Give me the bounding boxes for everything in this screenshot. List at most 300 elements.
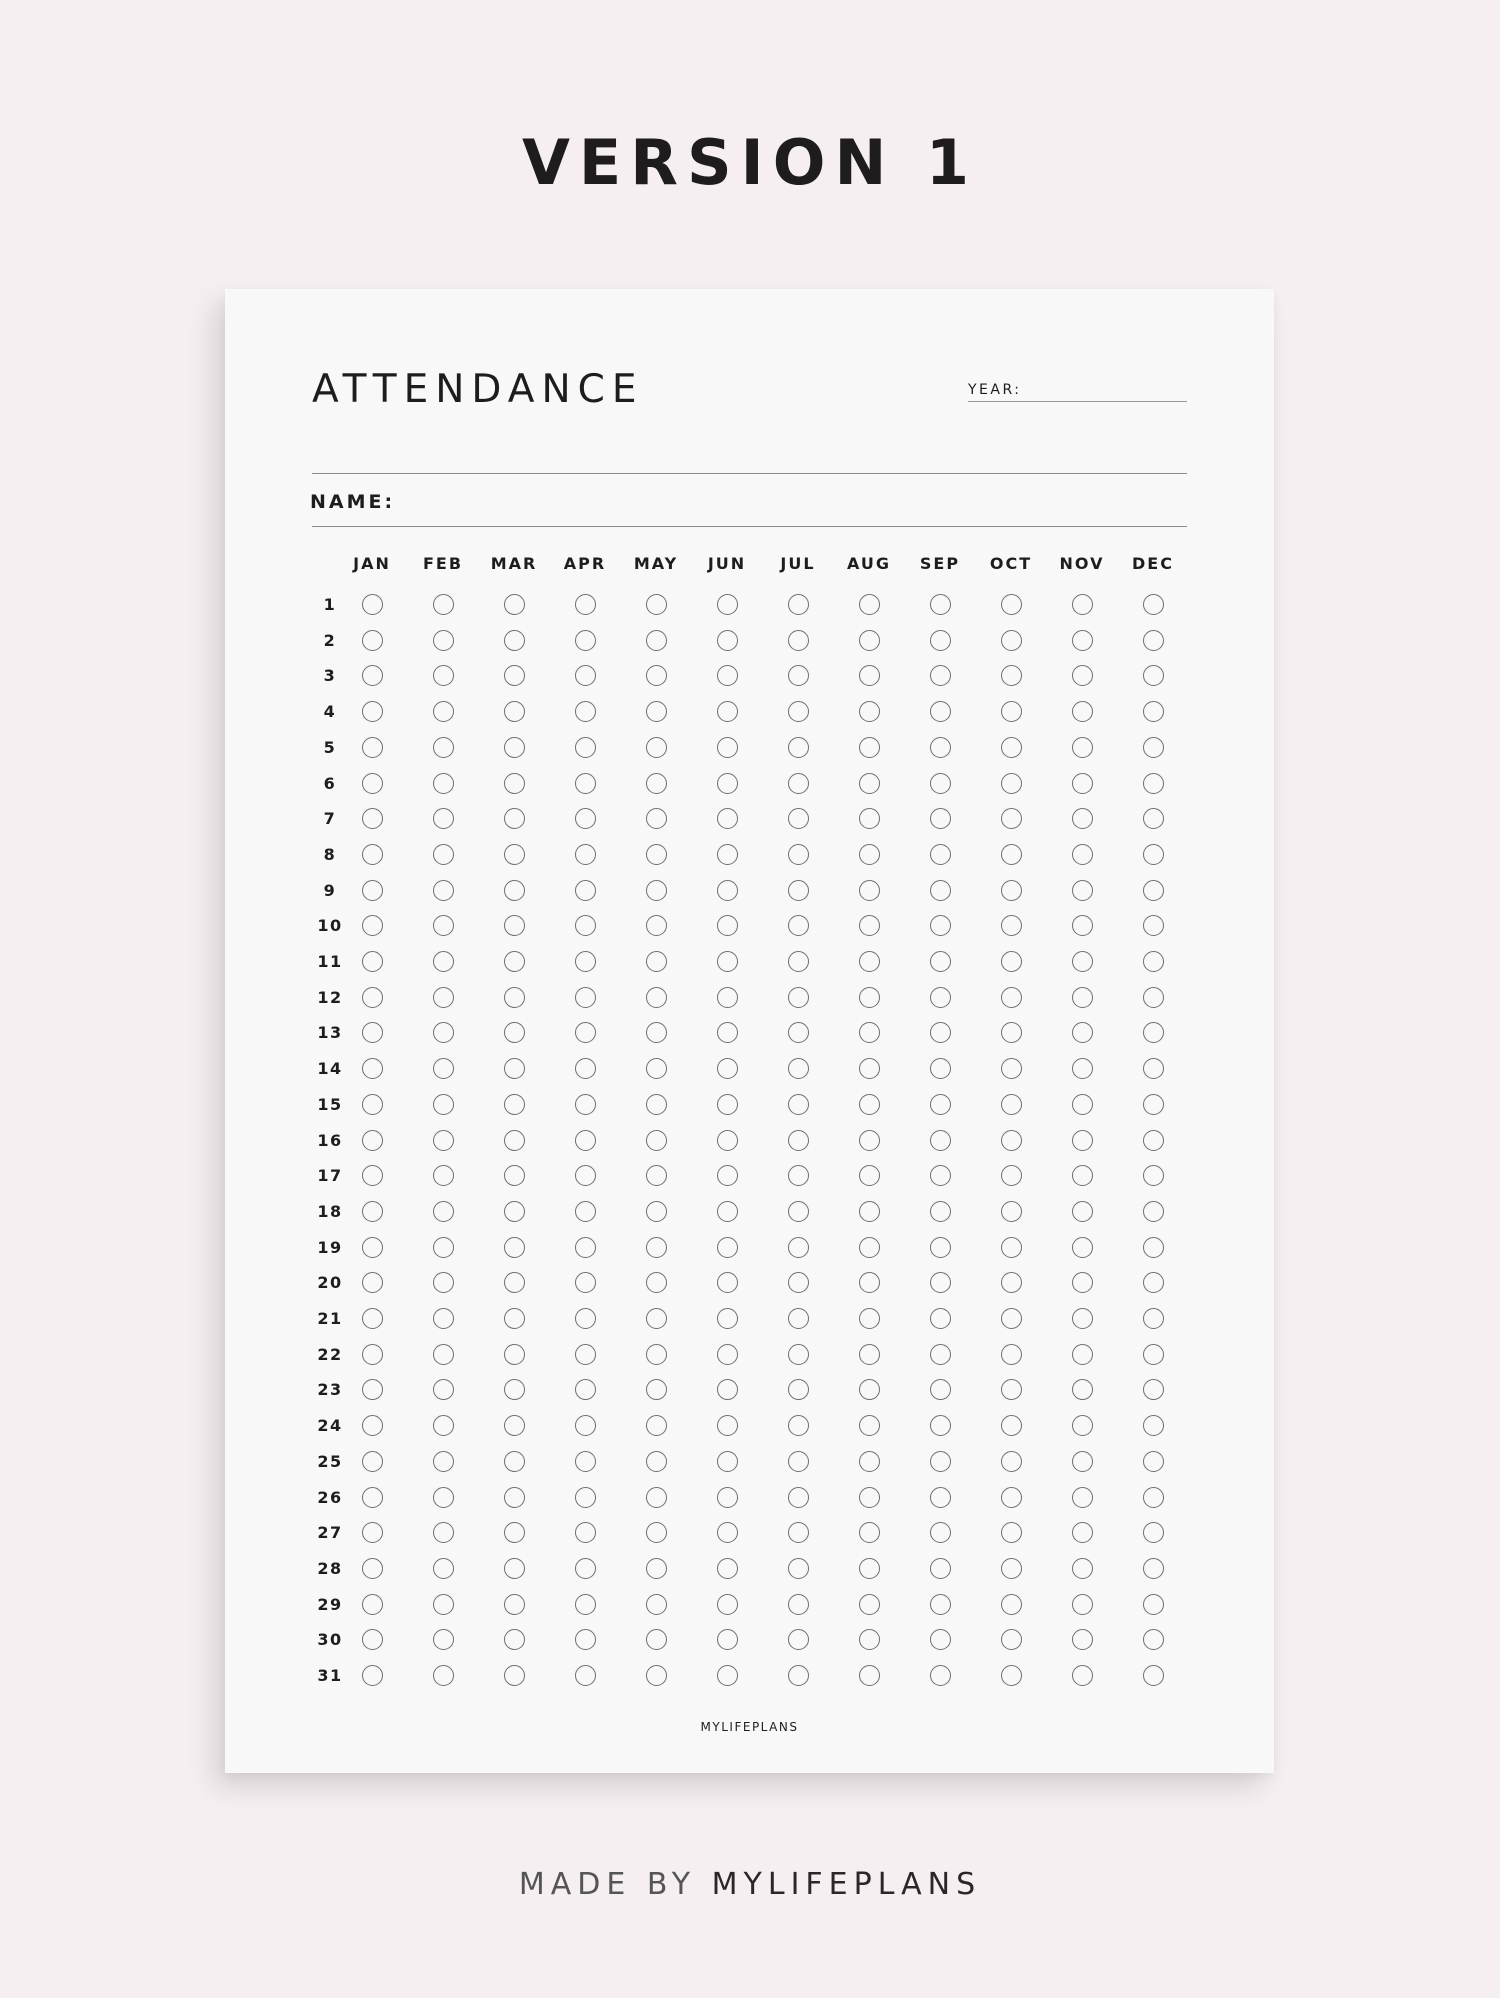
- attendance-checkbox-jan-17[interactable]: [362, 1165, 383, 1186]
- attendance-checkbox-mar-3[interactable]: [504, 665, 525, 686]
- attendance-checkbox-feb-19[interactable]: [433, 1237, 454, 1258]
- attendance-checkbox-nov-29[interactable]: [1072, 1594, 1093, 1615]
- attendance-checkbox-dec-8[interactable]: [1143, 844, 1164, 865]
- attendance-checkbox-sep-24[interactable]: [930, 1415, 951, 1436]
- attendance-checkbox-jun-24[interactable]: [717, 1415, 738, 1436]
- attendance-checkbox-mar-31[interactable]: [504, 1665, 525, 1686]
- attendance-checkbox-mar-5[interactable]: [504, 737, 525, 758]
- attendance-checkbox-jun-1[interactable]: [717, 594, 738, 615]
- attendance-checkbox-dec-1[interactable]: [1143, 594, 1164, 615]
- attendance-checkbox-sep-6[interactable]: [930, 773, 951, 794]
- attendance-checkbox-may-8[interactable]: [646, 844, 667, 865]
- attendance-checkbox-aug-5[interactable]: [859, 737, 880, 758]
- attendance-checkbox-aug-25[interactable]: [859, 1451, 880, 1472]
- attendance-checkbox-sep-4[interactable]: [930, 701, 951, 722]
- attendance-checkbox-nov-17[interactable]: [1072, 1165, 1093, 1186]
- attendance-checkbox-oct-24[interactable]: [1001, 1415, 1022, 1436]
- attendance-checkbox-jun-16[interactable]: [717, 1130, 738, 1151]
- attendance-checkbox-apr-4[interactable]: [575, 701, 596, 722]
- attendance-checkbox-may-25[interactable]: [646, 1451, 667, 1472]
- attendance-checkbox-jul-6[interactable]: [788, 773, 809, 794]
- attendance-checkbox-jul-20[interactable]: [788, 1272, 809, 1293]
- attendance-checkbox-sep-10[interactable]: [930, 915, 951, 936]
- attendance-checkbox-nov-5[interactable]: [1072, 737, 1093, 758]
- attendance-checkbox-aug-4[interactable]: [859, 701, 880, 722]
- attendance-checkbox-oct-22[interactable]: [1001, 1344, 1022, 1365]
- attendance-checkbox-may-19[interactable]: [646, 1237, 667, 1258]
- attendance-checkbox-dec-17[interactable]: [1143, 1165, 1164, 1186]
- attendance-checkbox-mar-11[interactable]: [504, 951, 525, 972]
- attendance-checkbox-apr-11[interactable]: [575, 951, 596, 972]
- attendance-checkbox-may-22[interactable]: [646, 1344, 667, 1365]
- attendance-checkbox-may-10[interactable]: [646, 915, 667, 936]
- attendance-checkbox-aug-31[interactable]: [859, 1665, 880, 1686]
- attendance-checkbox-dec-26[interactable]: [1143, 1487, 1164, 1508]
- attendance-checkbox-may-12[interactable]: [646, 987, 667, 1008]
- attendance-checkbox-feb-12[interactable]: [433, 987, 454, 1008]
- attendance-checkbox-apr-24[interactable]: [575, 1415, 596, 1436]
- attendance-checkbox-nov-8[interactable]: [1072, 844, 1093, 865]
- attendance-checkbox-sep-16[interactable]: [930, 1130, 951, 1151]
- attendance-checkbox-oct-17[interactable]: [1001, 1165, 1022, 1186]
- attendance-checkbox-nov-24[interactable]: [1072, 1415, 1093, 1436]
- attendance-checkbox-dec-12[interactable]: [1143, 987, 1164, 1008]
- attendance-checkbox-jan-4[interactable]: [362, 701, 383, 722]
- attendance-checkbox-oct-1[interactable]: [1001, 594, 1022, 615]
- attendance-checkbox-aug-1[interactable]: [859, 594, 880, 615]
- attendance-checkbox-jan-15[interactable]: [362, 1094, 383, 1115]
- attendance-checkbox-nov-2[interactable]: [1072, 630, 1093, 651]
- attendance-checkbox-jan-6[interactable]: [362, 773, 383, 794]
- attendance-checkbox-jun-31[interactable]: [717, 1665, 738, 1686]
- attendance-checkbox-may-3[interactable]: [646, 665, 667, 686]
- attendance-checkbox-jul-7[interactable]: [788, 808, 809, 829]
- attendance-checkbox-feb-7[interactable]: [433, 808, 454, 829]
- attendance-checkbox-jun-13[interactable]: [717, 1022, 738, 1043]
- attendance-checkbox-apr-27[interactable]: [575, 1522, 596, 1543]
- attendance-checkbox-may-18[interactable]: [646, 1201, 667, 1222]
- attendance-checkbox-aug-7[interactable]: [859, 808, 880, 829]
- attendance-checkbox-aug-21[interactable]: [859, 1308, 880, 1329]
- attendance-checkbox-oct-11[interactable]: [1001, 951, 1022, 972]
- attendance-checkbox-may-16[interactable]: [646, 1130, 667, 1151]
- attendance-checkbox-jun-15[interactable]: [717, 1094, 738, 1115]
- attendance-checkbox-sep-15[interactable]: [930, 1094, 951, 1115]
- attendance-checkbox-aug-11[interactable]: [859, 951, 880, 972]
- attendance-checkbox-jun-5[interactable]: [717, 737, 738, 758]
- attendance-checkbox-sep-11[interactable]: [930, 951, 951, 972]
- attendance-checkbox-apr-28[interactable]: [575, 1558, 596, 1579]
- attendance-checkbox-jan-22[interactable]: [362, 1344, 383, 1365]
- attendance-checkbox-jun-10[interactable]: [717, 915, 738, 936]
- attendance-checkbox-nov-31[interactable]: [1072, 1665, 1093, 1686]
- attendance-checkbox-jul-12[interactable]: [788, 987, 809, 1008]
- attendance-checkbox-nov-9[interactable]: [1072, 880, 1093, 901]
- attendance-checkbox-sep-12[interactable]: [930, 987, 951, 1008]
- attendance-checkbox-jan-8[interactable]: [362, 844, 383, 865]
- attendance-checkbox-jul-30[interactable]: [788, 1629, 809, 1650]
- attendance-checkbox-oct-16[interactable]: [1001, 1130, 1022, 1151]
- attendance-checkbox-jan-14[interactable]: [362, 1058, 383, 1079]
- attendance-checkbox-sep-23[interactable]: [930, 1379, 951, 1400]
- attendance-checkbox-oct-2[interactable]: [1001, 630, 1022, 651]
- attendance-checkbox-jul-29[interactable]: [788, 1594, 809, 1615]
- attendance-checkbox-jan-5[interactable]: [362, 737, 383, 758]
- attendance-checkbox-jul-1[interactable]: [788, 594, 809, 615]
- attendance-checkbox-feb-18[interactable]: [433, 1201, 454, 1222]
- attendance-checkbox-sep-29[interactable]: [930, 1594, 951, 1615]
- attendance-checkbox-nov-18[interactable]: [1072, 1201, 1093, 1222]
- attendance-checkbox-dec-9[interactable]: [1143, 880, 1164, 901]
- attendance-checkbox-feb-16[interactable]: [433, 1130, 454, 1151]
- attendance-checkbox-jan-30[interactable]: [362, 1629, 383, 1650]
- attendance-checkbox-nov-4[interactable]: [1072, 701, 1093, 722]
- attendance-checkbox-apr-25[interactable]: [575, 1451, 596, 1472]
- attendance-checkbox-sep-13[interactable]: [930, 1022, 951, 1043]
- attendance-checkbox-aug-8[interactable]: [859, 844, 880, 865]
- attendance-checkbox-dec-7[interactable]: [1143, 808, 1164, 829]
- attendance-checkbox-feb-26[interactable]: [433, 1487, 454, 1508]
- attendance-checkbox-feb-6[interactable]: [433, 773, 454, 794]
- attendance-checkbox-apr-16[interactable]: [575, 1130, 596, 1151]
- attendance-checkbox-jan-7[interactable]: [362, 808, 383, 829]
- attendance-checkbox-sep-28[interactable]: [930, 1558, 951, 1579]
- attendance-checkbox-oct-5[interactable]: [1001, 737, 1022, 758]
- attendance-checkbox-oct-30[interactable]: [1001, 1629, 1022, 1650]
- attendance-checkbox-may-31[interactable]: [646, 1665, 667, 1686]
- attendance-checkbox-aug-29[interactable]: [859, 1594, 880, 1615]
- year-field[interactable]: [968, 401, 1187, 402]
- attendance-checkbox-may-30[interactable]: [646, 1629, 667, 1650]
- attendance-checkbox-sep-31[interactable]: [930, 1665, 951, 1686]
- attendance-checkbox-jul-15[interactable]: [788, 1094, 809, 1115]
- attendance-checkbox-sep-26[interactable]: [930, 1487, 951, 1508]
- attendance-checkbox-aug-13[interactable]: [859, 1022, 880, 1043]
- attendance-checkbox-jul-18[interactable]: [788, 1201, 809, 1222]
- attendance-checkbox-mar-13[interactable]: [504, 1022, 525, 1043]
- attendance-checkbox-sep-17[interactable]: [930, 1165, 951, 1186]
- attendance-checkbox-may-26[interactable]: [646, 1487, 667, 1508]
- attendance-checkbox-mar-6[interactable]: [504, 773, 525, 794]
- attendance-checkbox-aug-15[interactable]: [859, 1094, 880, 1115]
- attendance-checkbox-jan-24[interactable]: [362, 1415, 383, 1436]
- attendance-checkbox-jan-27[interactable]: [362, 1522, 383, 1543]
- attendance-checkbox-mar-18[interactable]: [504, 1201, 525, 1222]
- attendance-checkbox-feb-10[interactable]: [433, 915, 454, 936]
- attendance-checkbox-dec-20[interactable]: [1143, 1272, 1164, 1293]
- attendance-checkbox-dec-28[interactable]: [1143, 1558, 1164, 1579]
- attendance-checkbox-dec-18[interactable]: [1143, 1201, 1164, 1222]
- attendance-checkbox-feb-4[interactable]: [433, 701, 454, 722]
- attendance-checkbox-mar-10[interactable]: [504, 915, 525, 936]
- attendance-checkbox-jul-28[interactable]: [788, 1558, 809, 1579]
- attendance-checkbox-sep-2[interactable]: [930, 630, 951, 651]
- attendance-checkbox-jun-29[interactable]: [717, 1594, 738, 1615]
- attendance-checkbox-jun-25[interactable]: [717, 1451, 738, 1472]
- attendance-checkbox-aug-22[interactable]: [859, 1344, 880, 1365]
- attendance-checkbox-apr-23[interactable]: [575, 1379, 596, 1400]
- attendance-checkbox-jul-26[interactable]: [788, 1487, 809, 1508]
- attendance-checkbox-nov-7[interactable]: [1072, 808, 1093, 829]
- attendance-checkbox-oct-3[interactable]: [1001, 665, 1022, 686]
- attendance-checkbox-may-27[interactable]: [646, 1522, 667, 1543]
- attendance-checkbox-mar-28[interactable]: [504, 1558, 525, 1579]
- attendance-checkbox-oct-23[interactable]: [1001, 1379, 1022, 1400]
- attendance-checkbox-feb-21[interactable]: [433, 1308, 454, 1329]
- attendance-checkbox-mar-26[interactable]: [504, 1487, 525, 1508]
- attendance-checkbox-jun-20[interactable]: [717, 1272, 738, 1293]
- attendance-checkbox-apr-14[interactable]: [575, 1058, 596, 1079]
- attendance-checkbox-apr-8[interactable]: [575, 844, 596, 865]
- attendance-checkbox-may-5[interactable]: [646, 737, 667, 758]
- attendance-checkbox-dec-3[interactable]: [1143, 665, 1164, 686]
- attendance-checkbox-jan-18[interactable]: [362, 1201, 383, 1222]
- attendance-checkbox-dec-30[interactable]: [1143, 1629, 1164, 1650]
- attendance-checkbox-feb-29[interactable]: [433, 1594, 454, 1615]
- attendance-checkbox-jul-22[interactable]: [788, 1344, 809, 1365]
- attendance-checkbox-jan-13[interactable]: [362, 1022, 383, 1043]
- attendance-checkbox-jun-21[interactable]: [717, 1308, 738, 1329]
- attendance-checkbox-feb-2[interactable]: [433, 630, 454, 651]
- attendance-checkbox-sep-21[interactable]: [930, 1308, 951, 1329]
- attendance-checkbox-feb-11[interactable]: [433, 951, 454, 972]
- attendance-checkbox-jan-2[interactable]: [362, 630, 383, 651]
- name-field[interactable]: [312, 526, 1187, 527]
- attendance-checkbox-jul-11[interactable]: [788, 951, 809, 972]
- attendance-checkbox-jul-4[interactable]: [788, 701, 809, 722]
- attendance-checkbox-feb-14[interactable]: [433, 1058, 454, 1079]
- attendance-checkbox-jan-25[interactable]: [362, 1451, 383, 1472]
- attendance-checkbox-jul-24[interactable]: [788, 1415, 809, 1436]
- attendance-checkbox-aug-23[interactable]: [859, 1379, 880, 1400]
- attendance-checkbox-oct-13[interactable]: [1001, 1022, 1022, 1043]
- attendance-checkbox-sep-18[interactable]: [930, 1201, 951, 1222]
- attendance-checkbox-apr-9[interactable]: [575, 880, 596, 901]
- attendance-checkbox-mar-19[interactable]: [504, 1237, 525, 1258]
- attendance-checkbox-oct-21[interactable]: [1001, 1308, 1022, 1329]
- attendance-checkbox-mar-8[interactable]: [504, 844, 525, 865]
- attendance-checkbox-mar-23[interactable]: [504, 1379, 525, 1400]
- attendance-checkbox-may-29[interactable]: [646, 1594, 667, 1615]
- attendance-checkbox-mar-14[interactable]: [504, 1058, 525, 1079]
- attendance-checkbox-oct-28[interactable]: [1001, 1558, 1022, 1579]
- attendance-checkbox-apr-30[interactable]: [575, 1629, 596, 1650]
- attendance-checkbox-jun-11[interactable]: [717, 951, 738, 972]
- attendance-checkbox-feb-20[interactable]: [433, 1272, 454, 1293]
- attendance-checkbox-apr-1[interactable]: [575, 594, 596, 615]
- attendance-checkbox-dec-4[interactable]: [1143, 701, 1164, 722]
- attendance-checkbox-apr-10[interactable]: [575, 915, 596, 936]
- attendance-checkbox-mar-30[interactable]: [504, 1629, 525, 1650]
- attendance-checkbox-sep-14[interactable]: [930, 1058, 951, 1079]
- attendance-checkbox-oct-19[interactable]: [1001, 1237, 1022, 1258]
- attendance-checkbox-sep-8[interactable]: [930, 844, 951, 865]
- attendance-checkbox-may-15[interactable]: [646, 1094, 667, 1115]
- attendance-checkbox-may-9[interactable]: [646, 880, 667, 901]
- attendance-checkbox-jun-22[interactable]: [717, 1344, 738, 1365]
- attendance-checkbox-may-28[interactable]: [646, 1558, 667, 1579]
- attendance-checkbox-dec-11[interactable]: [1143, 951, 1164, 972]
- attendance-checkbox-aug-17[interactable]: [859, 1165, 880, 1186]
- attendance-checkbox-may-17[interactable]: [646, 1165, 667, 1186]
- attendance-checkbox-jan-21[interactable]: [362, 1308, 383, 1329]
- attendance-checkbox-dec-24[interactable]: [1143, 1415, 1164, 1436]
- attendance-checkbox-dec-5[interactable]: [1143, 737, 1164, 758]
- attendance-checkbox-oct-12[interactable]: [1001, 987, 1022, 1008]
- attendance-checkbox-sep-3[interactable]: [930, 665, 951, 686]
- attendance-checkbox-dec-10[interactable]: [1143, 915, 1164, 936]
- attendance-checkbox-oct-15[interactable]: [1001, 1094, 1022, 1115]
- attendance-checkbox-nov-25[interactable]: [1072, 1451, 1093, 1472]
- attendance-checkbox-jan-16[interactable]: [362, 1130, 383, 1151]
- attendance-checkbox-jan-12[interactable]: [362, 987, 383, 1008]
- attendance-checkbox-dec-16[interactable]: [1143, 1130, 1164, 1151]
- attendance-checkbox-aug-24[interactable]: [859, 1415, 880, 1436]
- attendance-checkbox-oct-7[interactable]: [1001, 808, 1022, 829]
- attendance-checkbox-nov-22[interactable]: [1072, 1344, 1093, 1365]
- attendance-checkbox-nov-26[interactable]: [1072, 1487, 1093, 1508]
- attendance-checkbox-jun-17[interactable]: [717, 1165, 738, 1186]
- attendance-checkbox-feb-30[interactable]: [433, 1629, 454, 1650]
- attendance-checkbox-oct-20[interactable]: [1001, 1272, 1022, 1293]
- attendance-checkbox-jul-8[interactable]: [788, 844, 809, 865]
- attendance-checkbox-sep-5[interactable]: [930, 737, 951, 758]
- attendance-checkbox-nov-10[interactable]: [1072, 915, 1093, 936]
- attendance-checkbox-apr-15[interactable]: [575, 1094, 596, 1115]
- attendance-checkbox-aug-14[interactable]: [859, 1058, 880, 1079]
- attendance-checkbox-apr-20[interactable]: [575, 1272, 596, 1293]
- attendance-checkbox-jan-11[interactable]: [362, 951, 383, 972]
- attendance-checkbox-nov-14[interactable]: [1072, 1058, 1093, 1079]
- attendance-checkbox-mar-25[interactable]: [504, 1451, 525, 1472]
- attendance-checkbox-jul-31[interactable]: [788, 1665, 809, 1686]
- attendance-checkbox-mar-16[interactable]: [504, 1130, 525, 1151]
- attendance-checkbox-nov-20[interactable]: [1072, 1272, 1093, 1293]
- attendance-checkbox-aug-9[interactable]: [859, 880, 880, 901]
- attendance-checkbox-jan-3[interactable]: [362, 665, 383, 686]
- attendance-checkbox-mar-7[interactable]: [504, 808, 525, 829]
- attendance-checkbox-jan-9[interactable]: [362, 880, 383, 901]
- attendance-checkbox-mar-22[interactable]: [504, 1344, 525, 1365]
- attendance-checkbox-dec-25[interactable]: [1143, 1451, 1164, 1472]
- attendance-checkbox-feb-24[interactable]: [433, 1415, 454, 1436]
- attendance-checkbox-feb-1[interactable]: [433, 594, 454, 615]
- attendance-checkbox-jun-14[interactable]: [717, 1058, 738, 1079]
- attendance-checkbox-mar-29[interactable]: [504, 1594, 525, 1615]
- attendance-checkbox-may-4[interactable]: [646, 701, 667, 722]
- attendance-checkbox-jun-27[interactable]: [717, 1522, 738, 1543]
- attendance-checkbox-mar-1[interactable]: [504, 594, 525, 615]
- attendance-checkbox-feb-27[interactable]: [433, 1522, 454, 1543]
- attendance-checkbox-mar-17[interactable]: [504, 1165, 525, 1186]
- attendance-checkbox-sep-20[interactable]: [930, 1272, 951, 1293]
- attendance-checkbox-nov-30[interactable]: [1072, 1629, 1093, 1650]
- attendance-checkbox-sep-25[interactable]: [930, 1451, 951, 1472]
- attendance-checkbox-jan-19[interactable]: [362, 1237, 383, 1258]
- attendance-checkbox-nov-23[interactable]: [1072, 1379, 1093, 1400]
- attendance-checkbox-apr-7[interactable]: [575, 808, 596, 829]
- attendance-checkbox-apr-12[interactable]: [575, 987, 596, 1008]
- attendance-checkbox-feb-25[interactable]: [433, 1451, 454, 1472]
- attendance-checkbox-feb-13[interactable]: [433, 1022, 454, 1043]
- attendance-checkbox-mar-4[interactable]: [504, 701, 525, 722]
- attendance-checkbox-dec-6[interactable]: [1143, 773, 1164, 794]
- attendance-checkbox-mar-21[interactable]: [504, 1308, 525, 1329]
- attendance-checkbox-jul-13[interactable]: [788, 1022, 809, 1043]
- attendance-checkbox-apr-29[interactable]: [575, 1594, 596, 1615]
- attendance-checkbox-dec-2[interactable]: [1143, 630, 1164, 651]
- attendance-checkbox-jun-23[interactable]: [717, 1379, 738, 1400]
- attendance-checkbox-jun-30[interactable]: [717, 1629, 738, 1650]
- attendance-checkbox-mar-24[interactable]: [504, 1415, 525, 1436]
- attendance-checkbox-jun-9[interactable]: [717, 880, 738, 901]
- attendance-checkbox-jun-7[interactable]: [717, 808, 738, 829]
- attendance-checkbox-dec-13[interactable]: [1143, 1022, 1164, 1043]
- attendance-checkbox-jul-16[interactable]: [788, 1130, 809, 1151]
- attendance-checkbox-jul-3[interactable]: [788, 665, 809, 686]
- attendance-checkbox-jan-1[interactable]: [362, 594, 383, 615]
- attendance-checkbox-mar-9[interactable]: [504, 880, 525, 901]
- attendance-checkbox-oct-9[interactable]: [1001, 880, 1022, 901]
- attendance-checkbox-may-2[interactable]: [646, 630, 667, 651]
- attendance-checkbox-sep-9[interactable]: [930, 880, 951, 901]
- attendance-checkbox-dec-29[interactable]: [1143, 1594, 1164, 1615]
- attendance-checkbox-jul-25[interactable]: [788, 1451, 809, 1472]
- attendance-checkbox-aug-27[interactable]: [859, 1522, 880, 1543]
- attendance-checkbox-may-1[interactable]: [646, 594, 667, 615]
- attendance-checkbox-feb-9[interactable]: [433, 880, 454, 901]
- attendance-checkbox-jun-28[interactable]: [717, 1558, 738, 1579]
- attendance-checkbox-feb-28[interactable]: [433, 1558, 454, 1579]
- attendance-checkbox-nov-6[interactable]: [1072, 773, 1093, 794]
- attendance-checkbox-feb-31[interactable]: [433, 1665, 454, 1686]
- attendance-checkbox-jun-19[interactable]: [717, 1237, 738, 1258]
- attendance-checkbox-apr-18[interactable]: [575, 1201, 596, 1222]
- attendance-checkbox-apr-5[interactable]: [575, 737, 596, 758]
- attendance-checkbox-aug-16[interactable]: [859, 1130, 880, 1151]
- attendance-checkbox-sep-19[interactable]: [930, 1237, 951, 1258]
- attendance-checkbox-apr-22[interactable]: [575, 1344, 596, 1365]
- attendance-checkbox-nov-13[interactable]: [1072, 1022, 1093, 1043]
- attendance-checkbox-oct-26[interactable]: [1001, 1487, 1022, 1508]
- attendance-checkbox-apr-2[interactable]: [575, 630, 596, 651]
- attendance-checkbox-oct-31[interactable]: [1001, 1665, 1022, 1686]
- attendance-checkbox-jun-4[interactable]: [717, 701, 738, 722]
- attendance-checkbox-jul-19[interactable]: [788, 1237, 809, 1258]
- attendance-checkbox-may-20[interactable]: [646, 1272, 667, 1293]
- attendance-checkbox-feb-15[interactable]: [433, 1094, 454, 1115]
- attendance-checkbox-apr-31[interactable]: [575, 1665, 596, 1686]
- attendance-checkbox-may-14[interactable]: [646, 1058, 667, 1079]
- attendance-checkbox-nov-11[interactable]: [1072, 951, 1093, 972]
- attendance-checkbox-mar-12[interactable]: [504, 987, 525, 1008]
- attendance-checkbox-aug-12[interactable]: [859, 987, 880, 1008]
- attendance-checkbox-apr-13[interactable]: [575, 1022, 596, 1043]
- attendance-checkbox-jul-23[interactable]: [788, 1379, 809, 1400]
- attendance-checkbox-jun-6[interactable]: [717, 773, 738, 794]
- attendance-checkbox-aug-18[interactable]: [859, 1201, 880, 1222]
- attendance-checkbox-jun-3[interactable]: [717, 665, 738, 686]
- attendance-checkbox-apr-17[interactable]: [575, 1165, 596, 1186]
- attendance-checkbox-aug-28[interactable]: [859, 1558, 880, 1579]
- attendance-checkbox-jan-29[interactable]: [362, 1594, 383, 1615]
- attendance-checkbox-jul-9[interactable]: [788, 880, 809, 901]
- attendance-checkbox-jul-2[interactable]: [788, 630, 809, 651]
- attendance-checkbox-nov-3[interactable]: [1072, 665, 1093, 686]
- attendance-checkbox-nov-27[interactable]: [1072, 1522, 1093, 1543]
- attendance-checkbox-jul-27[interactable]: [788, 1522, 809, 1543]
- attendance-checkbox-may-7[interactable]: [646, 808, 667, 829]
